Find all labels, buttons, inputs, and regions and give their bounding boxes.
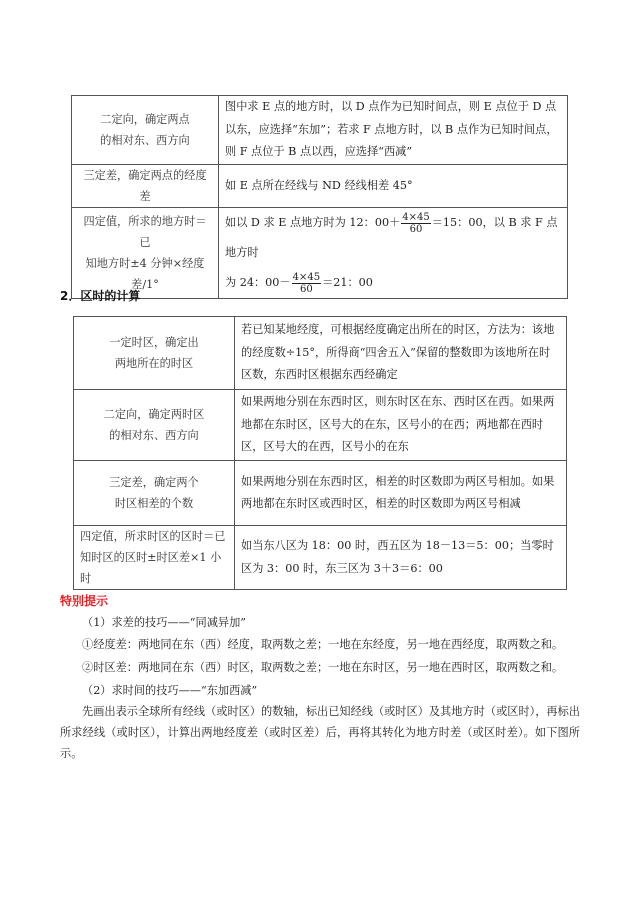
table-key-cell xyxy=(72,96,219,165)
table-value-cell: 如果两地分别在东西时区，则东时区在东、西时区在西。如果两地都在东时区，区号大的在东，区号小的在西；两地都在西时区，区号大的在西，区号小的在东 xyxy=(235,390,567,461)
table-key-cell xyxy=(72,165,219,208)
table-value-cell: 如当东八区为 18：00 时，西五区为 18－13＝5：00；当零时区为 3：00 时，东三区为 3＋3＝6：00 xyxy=(235,526,567,590)
formula-prefix: 如以 D 求 E 点地方时为 12：00＋ xyxy=(225,216,401,229)
tip-item2-body: 先画出表示全球所有经线（或时区）的数轴，标出已知经线（或时区）及其地方时（或区时），再标出所求经线（或时区），计算出两地经度差（或时区差）后，再将其转化为地方时差（或区时差）。如下图所示。 xyxy=(60,705,580,760)
key-line: 三定差，确定两个 xyxy=(109,476,199,489)
key-line: 二定向，确定两时区 xyxy=(103,408,205,421)
table-row xyxy=(74,526,567,590)
key-line: 的相对东、西方向 xyxy=(109,429,199,442)
table-value-cell xyxy=(219,208,568,299)
table-key-cell xyxy=(74,390,235,461)
table-value-cell: 若已知某地经度，可根据经度确定出所在的时区，方法为：该地的经度数÷15°，所得商“四舍五入”保留的整数即为该地所在时区数，东西时区根据东西经确定 xyxy=(235,317,567,390)
tips-title: 特别提示 xyxy=(60,594,109,608)
zone-time-table xyxy=(73,316,567,590)
formula-suffix: ＝15：00，以 B 求 F 点地方时 xyxy=(225,216,558,259)
key-line: 的相对东、西方向 xyxy=(100,134,190,147)
key-line: 时区相差的个数 xyxy=(114,497,194,510)
fraction-numerator: 4×45 xyxy=(292,271,321,283)
key-line: 知时区的区时±时区差×1 小时 xyxy=(80,551,222,585)
tip-item1-heading: （1）求差的技巧——“同减异加” xyxy=(82,616,246,629)
table-row xyxy=(72,208,568,299)
fraction-denominator: 60 xyxy=(299,283,313,295)
fraction-numerator: 4×45 xyxy=(402,211,430,223)
key-line: 三定差，确定两点的经度差 xyxy=(83,169,207,203)
tip-item1-timezone: ②时区差：两地同在东（西）时区，取两数之差；一地在东时区，另一地在西时区，取两数之和。 xyxy=(82,661,564,674)
table-key-cell xyxy=(74,526,235,590)
table-key-cell xyxy=(74,461,235,526)
table-key-cell xyxy=(72,208,219,299)
table-value-cell: 如果两地分别在东西时区，相差的时区数即为两区号相加。如果两地都在东时区或西时区，相差的时区数即为两区号相减 xyxy=(235,461,567,526)
table-row xyxy=(74,461,567,526)
formula-line-1 xyxy=(225,208,561,268)
formula-suffix: ＝21：00 xyxy=(322,276,373,289)
section-heading: 2．区时的计算 xyxy=(60,289,141,303)
fraction xyxy=(292,272,321,295)
table-value-cell: 图中求 E 点的地方时，以 D 点作为已知时间点，则 E 点位于 D 点以东，应选择“东加”；若求 F 点地方时，以 B 点作为已知时间点，则 F 点位于 B 点以西，应选择“西减” xyxy=(219,96,568,165)
table-row xyxy=(72,96,568,165)
fraction-denominator: 60 xyxy=(409,223,423,235)
tip-item2-heading: （2）求时间的技巧——“东加西减” xyxy=(82,684,258,697)
formula-prefix: 为 24：00－ xyxy=(225,276,291,289)
table-value-cell: 如 E 点所在经线与 ND 经线相差 45° xyxy=(219,165,568,208)
table-row xyxy=(74,390,567,461)
fraction xyxy=(401,212,430,235)
key-line: 四定值，所求的地方时＝已 xyxy=(83,215,207,249)
key-line: 二定向，确定两点 xyxy=(100,113,190,126)
key-line: 一定时区，确定出 xyxy=(109,336,199,349)
formula-line-2 xyxy=(225,268,561,298)
key-line: 四定值，所求时区的区时＝已 xyxy=(80,530,226,543)
table-row xyxy=(72,165,568,208)
key-line: 知地方时±4 分钟×经度差/1° xyxy=(85,257,205,291)
key-line: 两地所在的时区 xyxy=(114,357,194,370)
table-key-cell xyxy=(74,317,235,390)
table-row xyxy=(74,317,567,390)
local-time-table xyxy=(71,95,568,299)
tip-item1-longitude: ①经度差：两地同在东（西）经度，取两数之差；一地在东经度，另一地在西经度，取两数之和。 xyxy=(82,638,564,651)
